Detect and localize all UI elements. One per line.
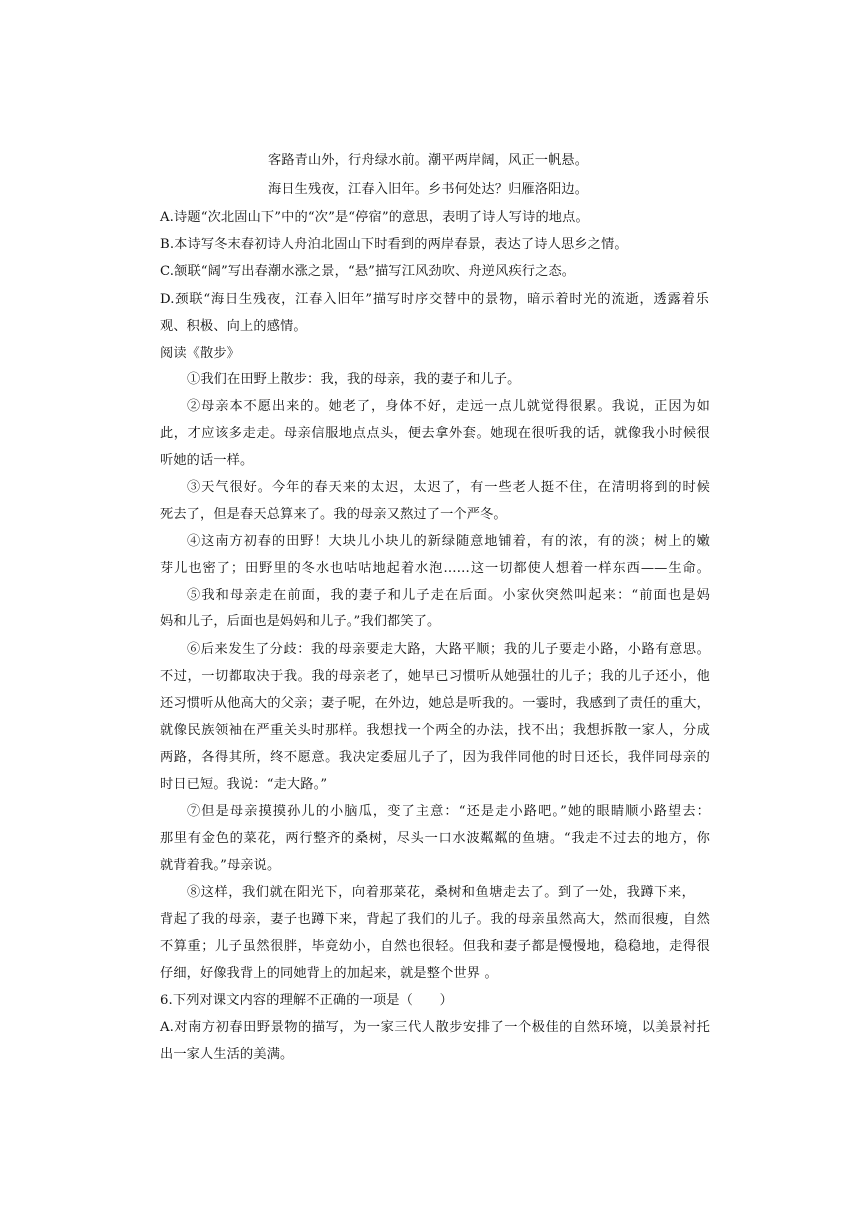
paragraph-8-line-2: 背起了我的母亲，妻子也蹲下来，背起了我们的儿子。我的母亲虽然高大，然而很瘦，自然 — [160, 912, 710, 927]
paragraph-2-line-2: 此，才应该多走走。母亲信服地点点头，便去拿外套。她现在很听我的话，就像我小时候很 — [160, 426, 710, 441]
paragraph-7-line-2: 那里有金色的菜花，两行整齐的桑树，尽头一口水波粼粼的鱼塘。“我走不过去的地方，你 — [160, 831, 710, 846]
paragraph-3-line-1: ③天气很好。今年的春天来的太迟，太迟了，有一些老人挺不住，在清明将到的时候 — [187, 480, 710, 495]
paragraph-7-line-3: 就背着我。”母亲说。 — [160, 858, 281, 873]
paragraph-3-line-2: 死去了，但是春天总算来了。我的母亲又熬过了一个严冬。 — [160, 507, 507, 522]
question-6-stem: 6.下列对课文内容的理解不正确的一项是（ ） — [160, 993, 453, 1008]
paragraph-8-line-1: ⑧这样，我们就在阳光下，向着那菜花，桑树和鱼塘走去了。到了一处，我蹲下来， — [187, 885, 695, 900]
paragraph-6-line-4: 就像民族领袖在严重关头时那样。我想找一个两全的办法，找不出；我想拆散一家人，分成 — [160, 723, 710, 738]
option-c: C.颔联“阔”写出春潮水涨之景，“悬”描写江风劲吹、舟逆风疾行之态。 — [160, 264, 576, 279]
paragraph-6-line-3: 还习惯听从他高大的父亲；妻子呢，在外边，她总是听我的。一霎时，我感到了责任的重大， — [160, 696, 710, 711]
option-d-line-2: 观、积极、向上的感情。 — [160, 319, 307, 334]
paragraph-8-line-3: 不算重；儿子虽然很胖，毕竟幼小，自然也很轻。但我和妻子都是慢慢地，稳稳地，走得很 — [160, 939, 710, 954]
question-6-option-a-line-2: 出一家人生活的美满。 — [160, 1047, 294, 1062]
paragraph-2-line-1: ②母亲本不愿出来的。她老了，身体不好，走远一点儿就觉得很累。我说，正因为如 — [187, 399, 710, 414]
paragraph-5-line-2: 妈和儿子，后面也是妈妈和儿子。”我们都笑了。 — [160, 614, 441, 629]
option-b: B.本诗写冬末春初诗人舟泊北固山下时看到的两岸春景，表达了诗人思乡之情。 — [160, 237, 628, 252]
paragraph-6-line-5: 两路，各得其所，终不愿意。我决定委屈儿子了，因为我伴同他的时日还长，我伴同母亲的 — [160, 750, 710, 765]
option-a: A.诗题“次北固山下”中的“次”是“停宿”的意思，表明了诗人写诗的地点。 — [160, 210, 589, 225]
poem-line-2: 海日生残夜，江春入旧年。乡书何处达？归雁洛阳边。 — [268, 182, 589, 197]
paragraph-4-line-2: 芽儿也密了；田野里的冬水也咕咕地起着水泡……这一切都使人想着一样东西——生命。 — [160, 561, 710, 576]
paragraph-2-line-3: 听她的话一样。 — [160, 453, 254, 468]
question-6-option-a-line-1: A.对南方初春田野景物的描写，为一家三代人散步安排了一个极佳的自然环境，以美景衬托 — [160, 1020, 710, 1035]
paragraph-7-line-1: ⑦但是母亲摸摸孙儿的小脑瓜，变了主意：“还是走小路吧。”她的眼睛顺小路望去： — [187, 804, 710, 819]
paragraph-6-line-1: ⑥后来发生了分歧：我的母亲要走大路，大路平顺；我的儿子要走小路，小路有意思。 — [187, 642, 710, 657]
paragraph-8-line-4: 仔细，好像我背上的同她背上的加起来，就是整个世界 。 — [160, 966, 498, 981]
paragraph-6-line-6: 时日已短。我说：“走大路。” — [160, 777, 328, 792]
option-d-line-1: D.颈联“海日生残夜，江春入旧年”描写时序交替中的景物，暗示着时光的流逝，透露着乐 — [160, 292, 709, 307]
reading-title: 阅读《散步》 — [160, 346, 241, 361]
paragraph-4-line-1: ④这南方初春的田野！大块儿小块儿的新绿随意地铺着，有的浓，有的淡；树上的嫩 — [187, 534, 710, 549]
paragraph-6-line-2: 不过，一切都取决于我。我的母亲老了，她早已习惯听从她强壮的儿子；我的儿子还小，他 — [160, 669, 710, 684]
poem-line-1: 客路青山外，行舟绿水前。潮平两岸阔，风正一帆悬。 — [268, 153, 589, 168]
paragraph-1: ①我们在田野上散步：我，我的母亲，我的妻子和儿子。 — [187, 372, 521, 387]
paragraph-5-line-1: ⑤我和母亲走在前面，我的妻子和儿子走在后面。小家伙突然叫起来：“前面也是妈 — [187, 588, 710, 603]
